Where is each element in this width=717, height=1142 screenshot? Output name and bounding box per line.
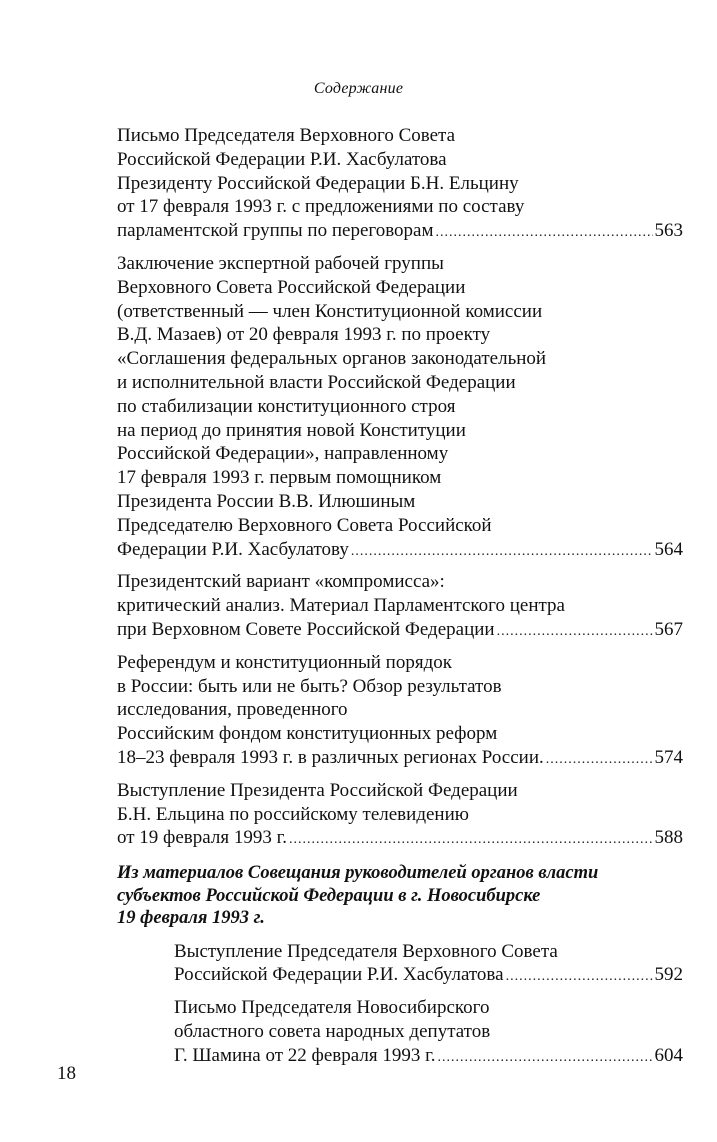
- toc-entry-last-line: [117, 826, 683, 852]
- toc-entry-line: Президента России В.В. Илюшиным: [117, 490, 416, 512]
- toc-entry-line: Референдум и конституционный порядок: [117, 651, 452, 673]
- dot-leader: [435, 1046, 652, 1070]
- toc-entry-line: в России: быть или не быть? Обзор результатов: [117, 675, 502, 697]
- dot-leader: [349, 540, 653, 564]
- toc-entry-line: от 17 февраля 1993 г. с предложениями по составу: [117, 196, 525, 218]
- toc-entry-line: Российской Федерации», направленному: [117, 443, 449, 465]
- table-of-contents: [117, 124, 683, 1077]
- dot-leader: [504, 965, 653, 989]
- toc-page-number: 563: [654, 220, 683, 242]
- toc-page-number: 564: [654, 538, 683, 560]
- toc-entry: [117, 570, 683, 643]
- toc-entry-line: при Верховном Совете Российской Федерации: [117, 618, 495, 640]
- toc-entry-line: критический анализ. Материал Парламентского центра: [117, 595, 565, 617]
- toc-entry-line: парламентской группы по переговорам: [117, 220, 434, 242]
- toc-entry-line: Федерации Р.И. Хасбулатову: [117, 538, 349, 560]
- toc-page-number: 567: [654, 618, 683, 640]
- toc-entry: [117, 779, 683, 852]
- dot-leader: [434, 221, 653, 245]
- toc-entry-line: Председателю Верховного Совета Российской: [117, 514, 492, 536]
- toc-entry-last-line: [117, 618, 683, 644]
- section-heading-line: 19 февраля 1993 г.: [117, 908, 265, 929]
- toc-entry: [117, 252, 683, 563]
- toc-entry: [117, 651, 683, 772]
- toc-entry-line: 17 февраля 1993 г. первым помощником: [117, 467, 442, 489]
- toc-page-number: 574: [654, 746, 683, 768]
- toc-entry-line: Российским фондом конституционных реформ: [117, 723, 498, 745]
- toc-entry-line: Выступление Президента Российской Федерации: [117, 779, 518, 801]
- running-head: Содержание: [313, 80, 404, 97]
- toc-entry-line: Верховного Совета Российской Федерации: [117, 276, 466, 298]
- toc-entry-line: Письмо Председателя Верховного Совета: [117, 125, 456, 146]
- toc-entry-last-line: [117, 746, 683, 772]
- toc-entry-line: Заключение экспертной рабочей группы: [117, 252, 444, 274]
- toc-entry-last-line: [117, 219, 683, 245]
- toc-entry-line: областного совета народных депутатов: [174, 1021, 491, 1042]
- toc-entry-line: Российской Федерации Р.И. Хасбулатова: [117, 148, 447, 170]
- toc-sub-entry: [174, 996, 683, 1069]
- toc-entry-last-line: [117, 538, 683, 564]
- toc-page-number: 592: [654, 964, 683, 986]
- toc-entry-line: (ответственный — член Конституционной комиссии: [117, 300, 543, 322]
- toc-entry-line: «Соглашения федеральных органов законодательной: [117, 348, 547, 370]
- toc-entry-line: и исполнительной власти Российской Федерации: [117, 371, 516, 393]
- toc-entry-last-line: [174, 963, 683, 989]
- toc-page-number: 604: [654, 1044, 683, 1066]
- dot-leader: [495, 620, 653, 644]
- toc-entry-line: от 19 февраля 1993 г.: [117, 827, 287, 849]
- toc-entry-line: Письмо Председателя Новосибирского: [174, 997, 490, 1019]
- toc-entry-line: Г. Шамина от 22 февраля 1993 г.: [174, 1044, 436, 1066]
- dot-leader: [287, 828, 653, 852]
- toc-entry-line: Президентский вариант «компромисса»:: [117, 571, 445, 593]
- toc-entry-line: Б.Н. Ельцина по российскому телевидению: [117, 803, 469, 825]
- dot-leader: [544, 748, 653, 772]
- toc-entry-line: Российской Федерации Р.И. Хасбулатова: [174, 964, 504, 986]
- toc-entry-line: исследования, проведенного: [117, 699, 348, 721]
- toc-entry-line: Выступление Председателя Верховного Совета: [174, 940, 558, 962]
- toc-entry-line: по стабилизации конституционного строя: [117, 395, 456, 417]
- toc-sub-entry: [174, 940, 683, 990]
- toc-entry-line: В.Д. Мазаев) от 20 февраля 1993 г. по проекту: [117, 324, 491, 346]
- section-heading: [117, 862, 683, 930]
- section-heading-line: субъектов Российской Федерации в г. Новосибирске: [117, 885, 541, 906]
- section-heading-line: Из материалов Совещания руководителей органов власти: [117, 863, 599, 884]
- toc-page-number: 588: [654, 827, 683, 849]
- toc-entry-last-line: [174, 1044, 683, 1070]
- page-number: 18: [57, 1063, 76, 1084]
- toc-entry: [117, 124, 683, 245]
- toc-entry-line: Президенту Российской Федерации Б.Н. Ельцину: [117, 172, 519, 194]
- toc-entry-line: 18–23 февраля 1993 г. в различных регионах России.: [117, 746, 544, 768]
- toc-entry-line: на период до принятия новой Конституции: [117, 419, 466, 441]
